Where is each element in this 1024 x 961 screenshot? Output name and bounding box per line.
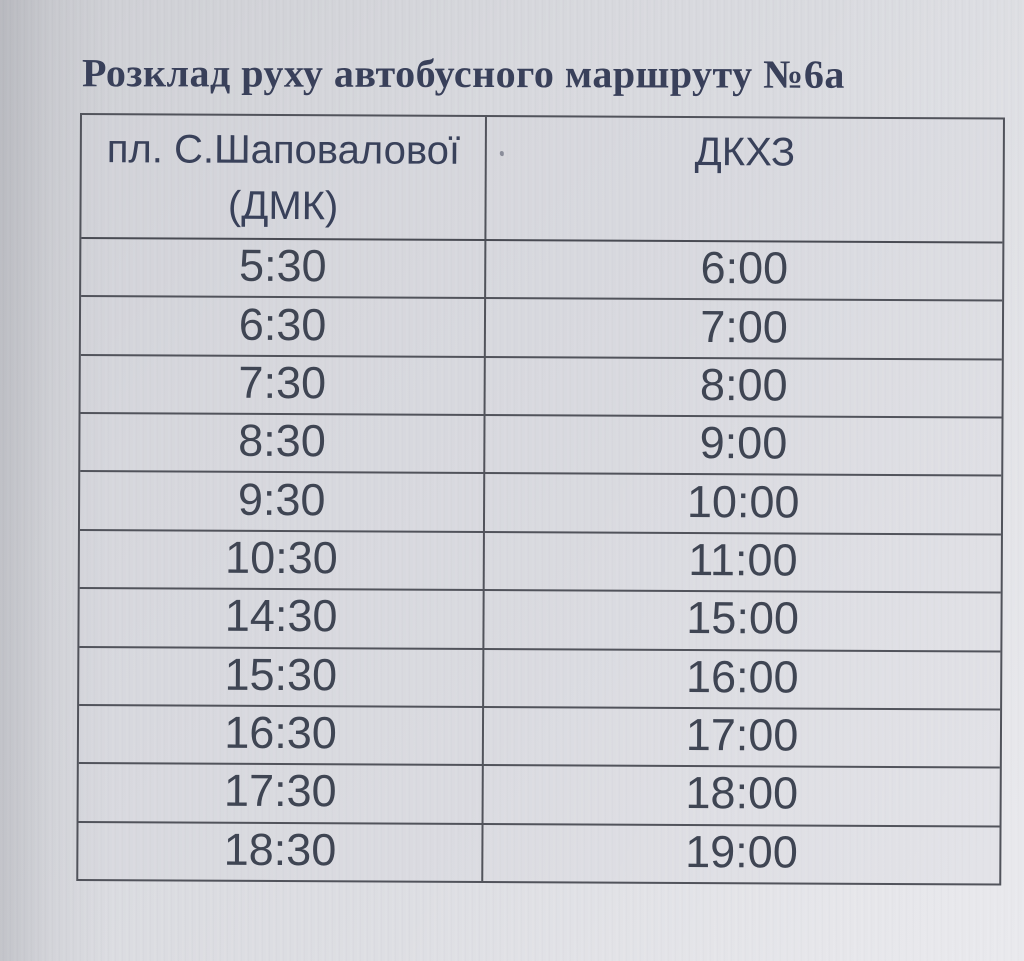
header-cell-dmk-stop: [81, 115, 487, 239]
table-row: [80, 531, 1001, 594]
table-row: [79, 589, 1000, 652]
header-cell-dkhz-stop: [487, 117, 1003, 242]
table-row: [80, 472, 1001, 535]
table-row: [81, 239, 1002, 302]
stray-ink-dot: [500, 151, 504, 156]
page-title: Розклад руху автобусного маршруту №6а: [81, 50, 845, 97]
header-cell-dmk-text: [106, 121, 460, 235]
header-cell-dkhz-text: ДКХЗ: [694, 130, 796, 175]
table-row: [79, 648, 1000, 711]
time-cell-arrival: 16:00: [685, 650, 799, 703]
time-cell-arrival: 11:00: [688, 533, 798, 586]
time-cell-departure: 5:30: [81, 239, 487, 297]
time-cell-arrival: 9:00: [699, 417, 788, 469]
header-line-1: пл. С.Шаповалової: [106, 127, 461, 173]
time-cell-arrival: 6:00: [700, 242, 789, 294]
table-row: [78, 823, 999, 884]
time-cell-departure: 10:30: [80, 531, 486, 589]
time-cell-departure: 16:30: [79, 706, 485, 764]
time-cell-departure: 15:30: [79, 648, 485, 706]
time-cell-departure: 7:30: [81, 356, 487, 414]
table-row: [79, 764, 1000, 827]
time-cell-departure: 8:30: [80, 414, 486, 472]
time-cell-arrival: 15:00: [686, 592, 800, 644]
time-cell-departure: 14:30: [79, 589, 485, 647]
time-cell-arrival: 19:00: [685, 825, 798, 878]
time-cell-arrival: 8:00: [699, 358, 788, 411]
time-cell-departure: 17:30: [79, 764, 485, 822]
header-line-2: (ДМК): [227, 183, 339, 229]
table-header-row: [81, 115, 1003, 243]
time-cell-departure: 9:30: [80, 472, 486, 530]
table-row: [81, 297, 1002, 360]
table-row: [79, 706, 1000, 769]
time-cell-arrival: 10:00: [686, 475, 800, 528]
table-row: [81, 356, 1002, 419]
bus-schedule-table: [76, 113, 1005, 886]
time-cell-arrival: 7:00: [700, 300, 788, 352]
time-cell-arrival: 17:00: [685, 709, 799, 761]
time-cell-departure: 18:30: [78, 823, 484, 881]
table-row: [80, 414, 1001, 477]
time-cell-departure: 6:30: [81, 297, 487, 355]
time-cell-arrival: 18:00: [685, 767, 799, 819]
